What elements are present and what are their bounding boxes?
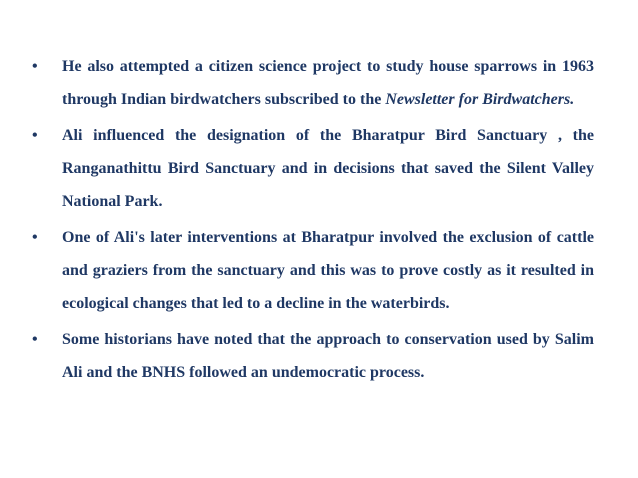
bullet-list <box>32 50 594 392</box>
bullet-item <box>32 119 594 218</box>
bullet-item <box>32 50 594 116</box>
bullet-marker: • <box>32 58 38 75</box>
bullet-text-italic: Newsletter for Birdwatchers. <box>385 91 575 108</box>
bullet-marker: • <box>32 127 38 144</box>
bullet-text: Ali influenced the designation of the Bharatpur Bird Sanctuary , the Ranganathittu Bird Sanctuary and in decisions that saved the Silent Valley National Park. <box>62 127 594 210</box>
bullet-text: One of Ali's later interventions at Bharatpur involved the exclusion of cattle and graziers from the sanctuary and this was to prove costly as it resulted in ecological changes that led to a decline in the waterbirds. <box>62 229 594 312</box>
bullet-text <box>62 50 594 116</box>
bullet-item <box>32 323 594 389</box>
bullet-marker: • <box>32 331 38 348</box>
bullet-text: Some historians have noted that the approach to conservation used by Salim Ali and the BNHS followed an undemocratic process. <box>62 331 594 381</box>
bullet-text-plain: He also attempted a citizen science project to study house sparrows in 1963 through Indian birdwatchers subscribed to the <box>62 58 594 108</box>
bullet-item <box>32 221 594 320</box>
bullet-marker: • <box>32 229 38 246</box>
